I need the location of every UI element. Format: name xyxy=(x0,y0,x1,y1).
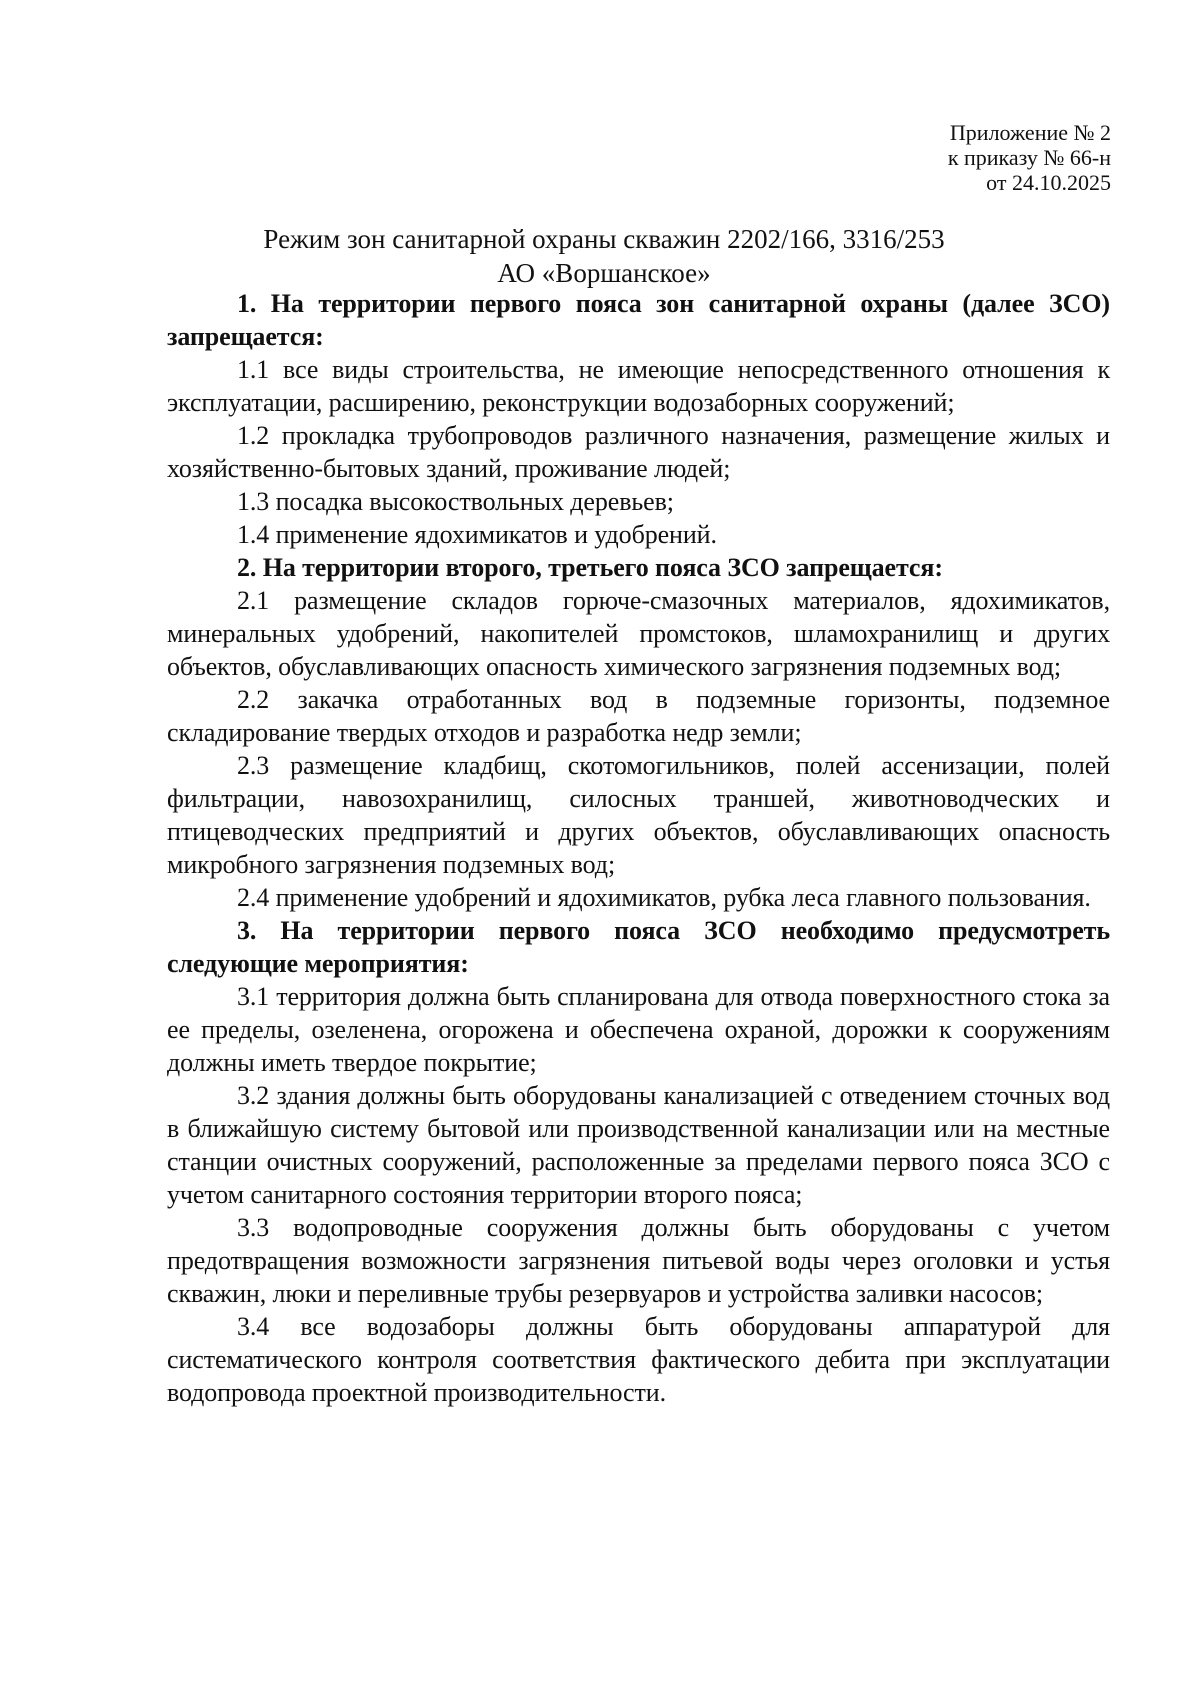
section-2-heading: 2. На территории второго, третьего пояса ЗСО запрещается: xyxy=(237,553,943,582)
item-2-2: 2.2 закачка отработанных вод в подземные горизонты, подземное складирование твердых отходов и разработка недр земли; xyxy=(167,685,1110,747)
section-1-heading: 1. На территории первого пояса зон санитарной охраны (далее ЗСО) запрещается: xyxy=(167,289,1110,351)
title-line-1: Режим зон санитарной охраны скважин 2202/166, 3316/253 xyxy=(263,224,945,254)
document-title xyxy=(0,222,1200,290)
order-number: к приказу № 66-н xyxy=(947,145,1111,170)
document-body xyxy=(167,287,1110,1409)
annex-reference xyxy=(948,120,1111,195)
item-3-1: 3.1 территория должна быть спланирована для отвода поверхностного стока за ее пределы, озеленена, огорожена и обеспечена охраной, дорожки к сооружениям должны иметь твердое покрытие; xyxy=(167,982,1110,1077)
item-1-1: 1.1 все виды строительства, не имеющие непосредственного отношения к эксплуатации, расширению, реконструкции водозаборных сооружений; xyxy=(167,355,1110,417)
item-1-2: 1.2 прокладка трубопроводов различного назначения, размещение жилых и хозяйственно-бытовых зданий, проживание людей; xyxy=(167,421,1110,483)
item-2-3: 2.3 размещение кладбищ, скотомогильников, полей ассенизации, полей фильтрации, навозохранилищ, силосных траншей, животноводческих и птицеводческих предприятий и других объектов, обуславливающих опасность микробного загрязнения подземных вод; xyxy=(167,751,1110,879)
item-3-2: 3.2 здания должны быть оборудованы канализацией с отведением сточных вод в ближайшую систему бытовой или производственной канализации или на местные станции очистных сооружений, расположенные за пределами первого пояса ЗСО с учетом санитарного состояния территории второго пояса; xyxy=(167,1081,1110,1209)
section-3-heading: 3. На территории первого пояса ЗСО необходимо предусмотреть следующие мероприятия: xyxy=(167,916,1110,978)
item-1-3: 1.3 посадка высокоствольных деревьев; xyxy=(237,487,674,516)
item-3-3: 3.3 водопроводные сооружения должны быть оборудованы с учетом предотвращения возможности загрязнения питьевой воды через оголовки и устья скважин, люки и переливные трубы резервуаров и устройства заливки насосов; xyxy=(167,1213,1110,1308)
item-1-4: 1.4 применение ядохимикатов и удобрений. xyxy=(237,520,717,549)
item-2-1: 2.1 размещение складов горюче-смазочных материалов, ядохимикатов, минеральных удобрений, накопителей промстоков, шламохранилищ и других объектов, обуславливающих опасность химического загрязнения подземных вод; xyxy=(167,586,1110,681)
item-3-4: 3.4 все водозаборы должны быть оборудованы аппаратурой для систематического контроля соответствия фактического дебита при эксплуатации водопровода проектной производительности. xyxy=(167,1312,1110,1407)
order-date: от 24.10.2025 xyxy=(986,170,1111,195)
annex-number: Приложение № 2 xyxy=(949,120,1111,145)
title-line-2: АО «Воршанское» xyxy=(497,258,711,288)
item-2-4: 2.4 применение удобрений и ядохимикатов, рубка леса главного пользования. xyxy=(237,883,1091,912)
